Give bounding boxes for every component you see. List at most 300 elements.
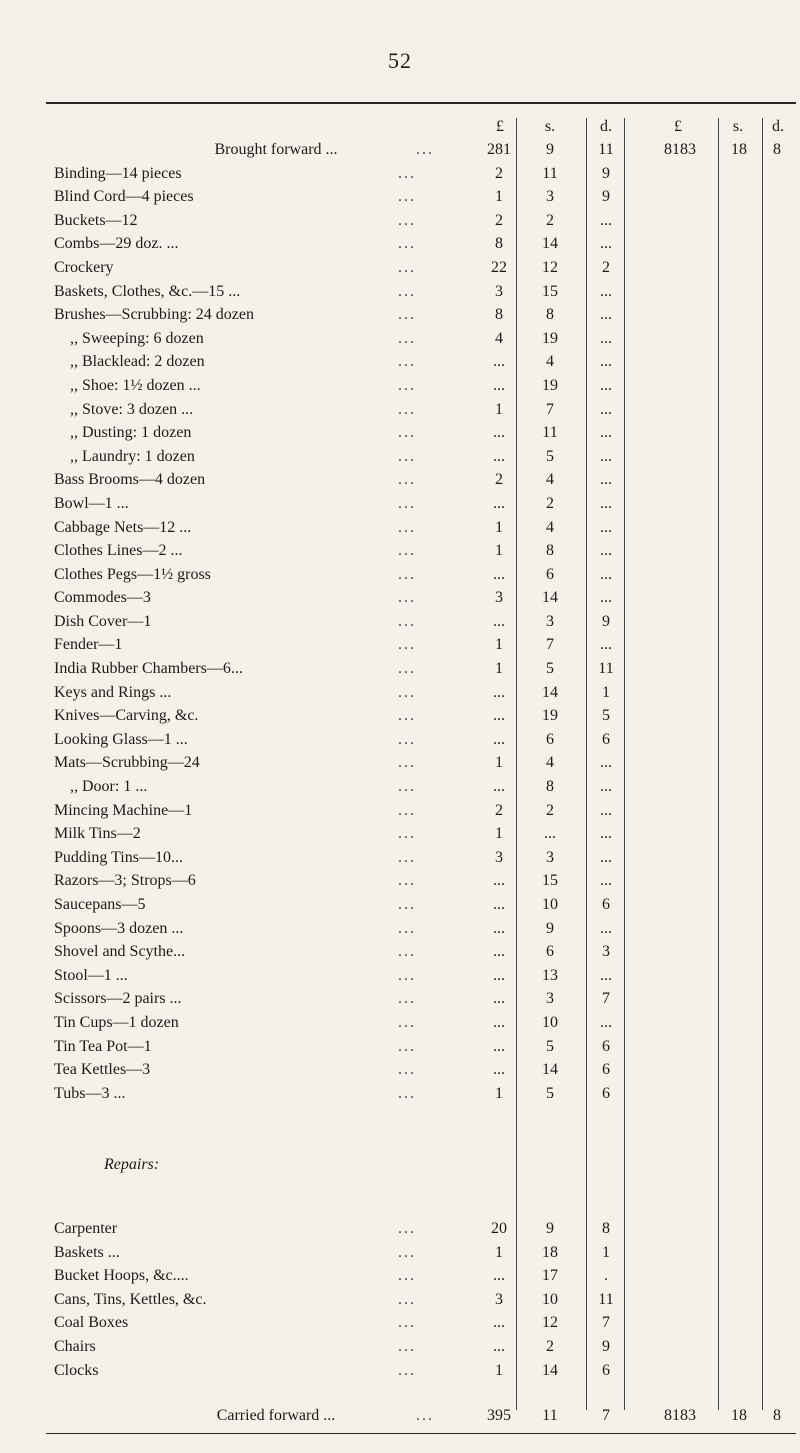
item-label: Tea Kettles—3 [54,1061,151,1079]
item-label: ,, Dusting: 1 dozen [70,424,192,442]
item-label: Knives—Carving, &c. [54,707,199,725]
leader-dots: ... [398,1084,416,1102]
ledger-row [46,492,796,516]
item-shillings: 19 [542,329,558,347]
item-pence: ... [600,848,612,866]
item-shillings: 6 [546,565,554,583]
repair-row [46,1335,796,1359]
item-pence: 6 [602,896,610,913]
leader-dots: ... [398,424,416,442]
item-pounds: 8 [495,306,503,324]
carried-forward-total-pence: 8 [773,1407,781,1425]
item-label: Tubs—3 ... [54,1084,126,1102]
item-shillings: 7 [546,400,554,418]
leader-dots: ... [398,636,416,654]
ledger-row [46,185,796,209]
leader-dots: ... [416,1407,434,1425]
item-shillings: 6 [546,943,554,961]
item-pence: ... [600,235,612,253]
item-shillings: 14 [542,1061,558,1079]
item-label: Coal Boxes [54,1314,129,1332]
ledger-row [46,681,796,705]
item-shillings: 4 [546,353,554,371]
leader-dots: ... [398,188,416,206]
item-pounds: 1 [495,1361,503,1379]
leader-dots: ... [398,754,416,772]
item-shillings: 3 [546,188,554,206]
item-pounds: ... [493,612,505,630]
item-pence: 11 [598,660,614,678]
ledger-row [46,1011,796,1035]
spacer [46,1177,796,1217]
item-pounds: ... [493,683,505,701]
item-label: Bowl—1 ... [54,494,129,512]
item-pounds: ... [493,990,505,1008]
ledger-row [46,728,796,752]
item-shillings: 14 [542,683,558,701]
item-pence: 7 [602,1314,610,1332]
repair-row [46,1288,796,1312]
item-pence: ... [600,778,612,796]
ledger-row [46,398,796,422]
brought-forward-total-shillings: 18 [731,141,747,158]
item-pounds: 1 [495,1084,503,1102]
spacer [46,1382,796,1404]
ledger-row [46,893,796,917]
item-pounds: 1 [495,400,503,418]
item-shillings: 5 [546,660,554,678]
carried-forward-row [46,1404,796,1428]
item-shillings: 4 [546,518,554,536]
leader-dots: ... [398,447,416,465]
item-pounds: ... [493,376,505,394]
ledger-row [46,280,796,304]
item-pence: 6 [602,1061,610,1079]
leader-dots: ... [398,896,416,913]
item-shillings: 4 [546,471,554,489]
item-label: Pudding Tins—10... [54,848,183,866]
item-pence: ... [600,518,612,536]
item-pounds: 3 [495,1290,503,1308]
header-pounds: £ [496,118,504,135]
leader-dots: ... [398,235,416,253]
item-pence: 7 [602,990,610,1008]
ledger-row [46,1035,796,1059]
brought-forward-pounds: 281 [487,141,511,158]
leader-dots: ... [398,542,416,560]
ledger-row [46,799,796,823]
ledger-row [46,374,796,398]
item-pence: 6 [602,1361,610,1379]
item-label: Baskets, Clothes, &c.—15 ... [54,282,241,300]
ledger-row [46,445,796,469]
item-label: Buckets—12 [54,211,138,229]
item-shillings: ... [544,825,556,843]
item-pounds: 2 [495,801,503,819]
item-pence: ... [600,754,612,772]
item-pence: ... [600,872,612,890]
item-pounds: ... [493,943,505,961]
item-pounds: 1 [495,636,503,654]
item-shillings: 19 [542,376,558,394]
item-label: Fender—1 [54,636,123,654]
item-shillings: 4 [546,754,554,772]
item-shillings: 2 [546,1337,554,1355]
item-pence: ... [600,211,612,229]
brought-forward-total-pounds: 8183 [664,141,696,158]
item-pence: ... [600,494,612,512]
item-pounds: ... [493,1267,505,1285]
item-pence: 9 [602,1337,610,1355]
item-label: ,, Laundry: 1 dozen [70,447,195,465]
repair-row [46,1264,796,1288]
leader-dots: ... [398,1219,416,1237]
leader-dots: ... [398,518,416,536]
item-label: Spoons—3 dozen ... [54,919,184,937]
item-pence: ... [600,801,612,819]
item-pounds: ... [493,778,505,796]
item-pence: 3 [602,943,610,961]
leader-dots: ... [398,943,416,961]
item-pounds: ... [493,1337,505,1355]
item-label: Chairs [54,1337,96,1355]
item-pence: ... [600,565,612,583]
leader-dots: ... [398,1290,416,1308]
leader-dots: ... [398,565,416,583]
leader-dots: ... [398,1267,416,1285]
ledger-row [46,775,796,799]
ledger-row [46,964,796,988]
leader-dots: ... [398,966,416,984]
ledger-row [46,1058,796,1082]
leader-dots: ... [398,589,416,607]
item-label: Looking Glass—1 ... [54,730,188,748]
item-shillings: 7 [546,636,554,654]
leader-dots: ... [398,1013,416,1031]
item-pence: 2 [602,258,610,276]
brought-forward-total-pence: 8 [773,141,781,158]
ledger-sheet [46,114,796,1428]
ledger-row [46,657,796,681]
item-pounds: 22 [491,258,507,276]
item-pounds: ... [493,447,505,465]
item-label: Scissors—2 pairs ... [54,990,182,1008]
ledger-row [46,1082,796,1106]
item-label: Razors—3; Strops—6 [54,872,196,890]
leader-dots: ... [398,1314,416,1332]
item-pounds: ... [493,1013,505,1031]
leader-dots: ... [398,825,416,843]
item-label: Clocks [54,1361,99,1379]
header-total-shillings: s. [732,118,744,135]
leader-dots: ... [398,990,416,1008]
item-pence: 1 [602,1243,610,1261]
leader-dots: ... [398,919,416,937]
item-pounds: 2 [495,164,503,182]
leader-dots: ... [398,282,416,300]
item-shillings: 13 [542,966,558,984]
spacer [46,1105,796,1153]
item-shillings: 15 [542,872,558,890]
item-shillings: 9 [546,1219,554,1237]
ledger-row [46,327,796,351]
item-shillings: 6 [546,730,554,748]
item-pounds: 3 [495,848,503,866]
item-pence: ... [600,400,612,418]
item-pounds: 1 [495,188,503,206]
item-label: ,, Sweeping: 6 dozen [70,329,204,347]
leader-dots: ... [398,801,416,819]
item-label: Brushes—Scrubbing: 24 dozen [54,306,254,324]
item-label: Carpenter [54,1219,118,1237]
leader-dots: ... [398,1243,416,1261]
item-pence: 1 [602,683,610,701]
brought-forward-shillings: 9 [546,141,554,158]
leader-dots: ... [398,778,416,796]
item-pence: ... [600,636,612,654]
carried-forward-shillings: 11 [542,1407,558,1425]
item-pence: ... [600,589,612,607]
ledger-row [46,917,796,941]
item-pence: ... [600,471,612,489]
ledger-row [46,209,796,233]
item-pence: ... [600,353,612,371]
carried-forward-total-pounds: 8183 [664,1407,696,1425]
leader-dots: ... [398,730,416,748]
item-shillings: 15 [542,282,558,300]
ledger-row [46,704,796,728]
top-rule [46,102,796,104]
item-pence: ... [600,1013,612,1031]
item-pence: ... [600,329,612,347]
item-pounds: ... [493,565,505,583]
item-pounds: ... [493,872,505,890]
leader-dots: ... [398,258,416,276]
ledger-row [46,162,796,186]
leader-dots: ... [398,848,416,866]
item-shillings: 12 [542,1314,558,1332]
item-shillings: 10 [542,896,558,913]
item-pounds: ... [493,896,505,913]
brought-forward-label: Brought forward ... [214,141,338,158]
item-pence: ... [600,424,612,442]
item-pounds: 1 [495,754,503,772]
header-total-pence: d. [772,118,784,135]
item-pounds: ... [493,919,505,937]
page-number: 52 [388,48,412,73]
item-shillings: 11 [542,424,558,442]
item-label: Dish Cover—1 [54,612,152,630]
item-pence: 8 [602,1219,610,1237]
item-shillings: 8 [546,542,554,560]
item-label: Crockery [54,258,114,276]
ledger-row [46,563,796,587]
leader-dots: ... [416,141,434,158]
item-pounds: ... [493,966,505,984]
item-label: Clothes Lines—2 ... [54,542,183,560]
item-shillings: 3 [546,848,554,866]
item-pounds: ... [493,1314,505,1332]
item-pounds: ... [493,730,505,748]
item-pence: ... [600,919,612,937]
item-pence: 6 [602,1084,610,1102]
item-label: ,, Door: 1 ... [70,778,148,796]
leader-dots: ... [398,329,416,347]
item-label: Combs—29 doz. ... [54,235,179,253]
item-pounds: 1 [495,518,503,536]
item-pence: 6 [602,1037,610,1055]
items-list [46,162,796,1106]
item-label: Mincing Machine—1 [54,801,193,819]
ledger-row [46,303,796,327]
item-shillings: 9 [546,919,554,937]
item-pounds: ... [493,1061,505,1079]
item-pence: ... [600,966,612,984]
ledger-row [46,822,796,846]
item-label: Stool—1 ... [54,966,128,984]
item-pence: ... [600,447,612,465]
item-shillings: 14 [542,1361,558,1379]
item-label: Blind Cord—4 pieces [54,188,194,206]
item-pence: 5 [602,707,610,725]
item-shillings: 3 [546,612,554,630]
item-pounds: 2 [495,211,503,229]
item-label: Shovel and Scythe... [54,943,186,961]
ledger-row [46,232,796,256]
ledger-row [46,421,796,445]
item-pounds: 1 [495,660,503,678]
item-label: Mats—Scrubbing—24 [54,754,200,772]
ledger-row [46,846,796,870]
ledger-row [46,350,796,374]
ledger-row [46,633,796,657]
repairs-heading-row [46,1153,796,1177]
leader-dots: ... [398,660,416,678]
ledger-row [46,940,796,964]
item-shillings: 2 [546,211,554,229]
item-label: Clothes Pegs—1½ gross [54,565,211,583]
item-pounds: 1 [495,1243,503,1261]
repairs-list [46,1217,796,1382]
ledger-row [46,516,796,540]
leader-dots: ... [398,1061,416,1079]
repair-row [46,1217,796,1241]
item-label: ,, Shoe: 1½ dozen ... [70,376,201,394]
brought-forward-pence: 11 [598,141,614,158]
leader-dots: ... [398,1337,416,1355]
item-shillings: 2 [546,494,554,512]
item-pence: . [604,1267,608,1285]
item-label: Baskets ... [54,1243,120,1261]
item-shillings: 12 [542,258,558,276]
item-label: India Rubber Chambers—6... [54,660,243,678]
carried-forward-label: Carried forward ... [216,1407,336,1425]
brought-forward-row [46,138,796,162]
repair-row [46,1311,796,1335]
item-pence: ... [600,376,612,394]
bottom-rule [46,1433,796,1434]
carried-forward-pence: 7 [602,1407,610,1425]
carried-forward-total-shillings: 18 [731,1407,747,1425]
item-shillings: 5 [546,447,554,465]
item-label: ,, Stove: 3 dozen ... [70,400,194,418]
item-label: Bass Brooms—4 dozen [54,471,206,489]
header-total-pounds: £ [674,118,682,135]
item-label: Saucepans—5 [54,896,146,913]
ledger-row [46,468,796,492]
item-pence: 9 [602,612,610,630]
item-pounds: 8 [495,235,503,253]
item-pounds: 1 [495,825,503,843]
item-shillings: 8 [546,306,554,324]
item-shillings: 5 [546,1084,554,1102]
ledger-row [46,586,796,610]
item-pounds: 1 [495,542,503,560]
item-label: Cabbage Nets—12 ... [54,518,192,536]
leader-dots: ... [398,1037,416,1055]
carried-forward-pounds: 395 [487,1407,511,1425]
item-shillings: 10 [542,1013,558,1031]
item-pence: ... [600,542,612,560]
item-pence: 9 [602,164,610,182]
item-shillings: 11 [542,164,558,182]
item-label: Cans, Tins, Kettles, &c. [54,1290,207,1308]
item-pounds: 3 [495,589,503,607]
ledger-row [46,539,796,563]
item-pence: 11 [598,1290,614,1308]
item-label: Tin Tea Pot—1 [54,1037,152,1055]
leader-dots: ... [398,306,416,324]
item-pence: 6 [602,730,610,748]
repair-row [46,1359,796,1383]
repairs-heading: Repairs: [104,1156,160,1174]
leader-dots: ... [398,494,416,512]
leader-dots: ... [398,1361,416,1379]
header-shillings: s. [544,118,556,135]
item-label: Tin Cups—1 dozen [54,1013,179,1031]
item-pence: 9 [602,188,610,206]
item-shillings: 8 [546,778,554,796]
item-pounds: 2 [495,471,503,489]
leader-dots: ... [398,400,416,418]
item-pounds: 4 [495,329,503,347]
item-label: ,, Blacklead: 2 dozen [70,353,205,371]
item-pence: ... [600,306,612,324]
item-shillings: 17 [542,1267,558,1285]
ledger-row [46,869,796,893]
column-headers [46,114,796,138]
item-label: Binding—14 pieces [54,164,182,182]
item-shillings: 14 [542,235,558,253]
item-shillings: 5 [546,1037,554,1055]
item-pounds: ... [493,1037,505,1055]
item-pounds: ... [493,494,505,512]
item-shillings: 10 [542,1290,558,1308]
item-shillings: 3 [546,990,554,1008]
item-shillings: 2 [546,801,554,819]
ledger-row [46,256,796,280]
ledger-row [46,987,796,1011]
header-pence: d. [600,118,612,135]
item-label: Keys and Rings ... [54,683,172,701]
ledger-row [46,610,796,634]
leader-dots: ... [398,612,416,630]
leader-dots: ... [398,353,416,371]
leader-dots: ... [398,683,416,701]
item-pounds: ... [493,353,505,371]
item-shillings: 14 [542,589,558,607]
item-pounds: 3 [495,282,503,300]
